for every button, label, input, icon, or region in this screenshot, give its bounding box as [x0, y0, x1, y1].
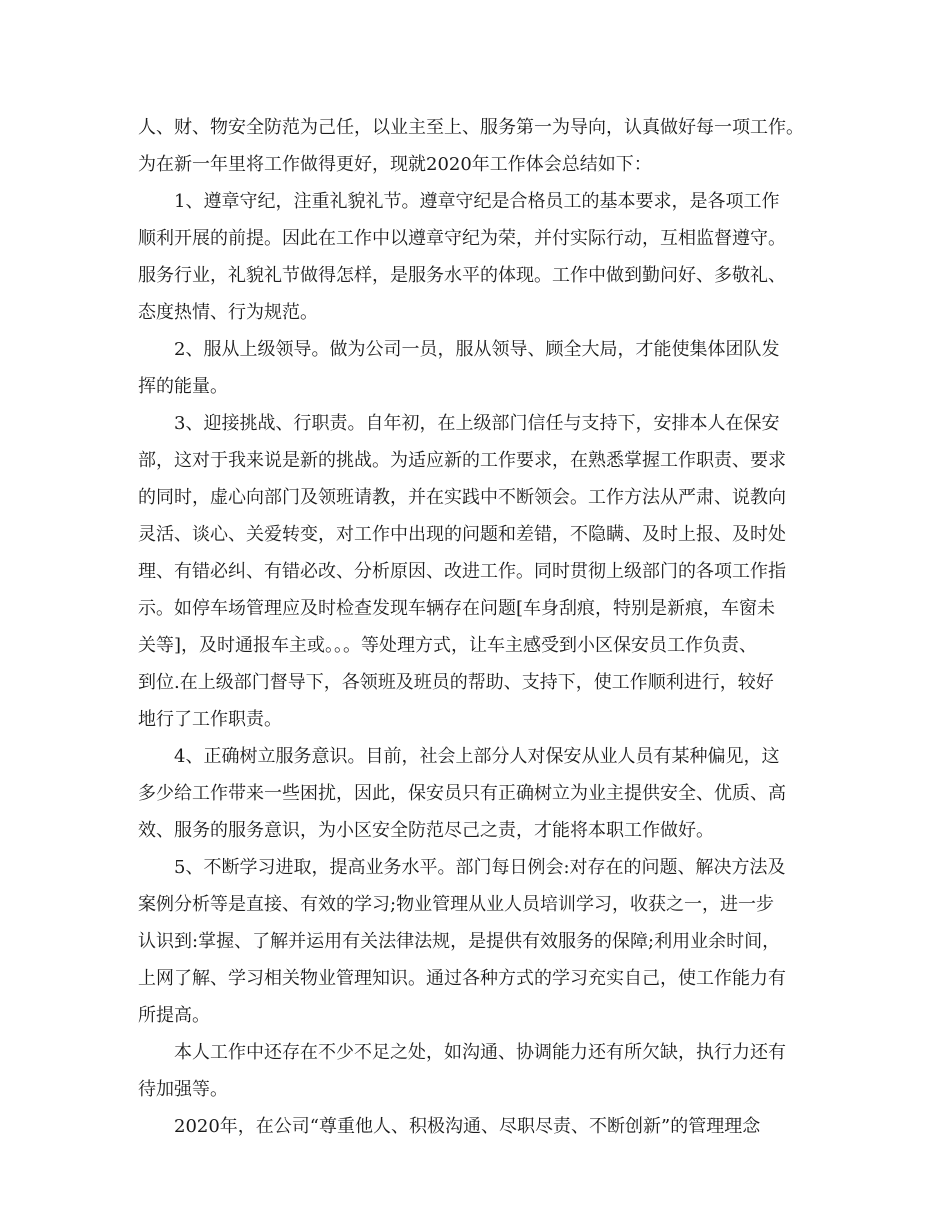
text-line: 待加强等。	[138, 1079, 228, 1100]
text-line: 为在新一年里将工作做得更好，现就2020年工作体会总结如下：	[138, 154, 652, 175]
text-line: 到位.在上级部门督导下，各领班及班员的帮助、支持下，使工作顺利进行，较好	[138, 672, 774, 693]
text-line: 5、不断学习进取，提高业务水平。部门每日例会:对存在的问题、解决方法及	[174, 857, 786, 878]
text-line: 灵活、谈心、关爱转变，对工作中出现的问题和差错，不隐瞒、及时上报、及时处	[138, 524, 786, 545]
text-line: 2、服从上级领导。做为公司一员，服从领导、顾全大局，才能使集体团队发	[174, 339, 780, 360]
text-line: 2020年，在公司“尊重他人、积极沟通、尽职尽责、不断创新”的管理理念	[174, 1116, 761, 1137]
text-line: 本人工作中还存在不少不足之处，如沟通、协调能力还有所欠缺，执行力还有	[174, 1042, 786, 1063]
text-line: 示。如停车场管理应及时检查发现车辆存在问题[车身刮痕，特别是新痕，车窗未	[138, 598, 776, 619]
text-line: 多少给工作带来一些困扰，因此，保安员只有正确树立为业主提供安全、优质、高	[138, 783, 786, 804]
text-line: 效、服务的服务意识，为小区安全防范尽己之责，才能将本职工作做好。	[138, 820, 714, 841]
text-line: 态度热情、行为规范。	[138, 302, 318, 323]
text-line: 顺利开展的前提。因此在工作中以遵章守纪为荣，并付实际行动，互相监督遵守。	[138, 228, 786, 249]
text-line: 地行了工作职责。	[138, 709, 282, 730]
text-line: 所提高。	[138, 1005, 210, 1026]
text-line: 关等]，及时通报车主或。。。等处理方式，让车主感受到小区保安员工作负责、	[138, 635, 758, 656]
text-line: 上网了解、学习相关物业管理知识。通过各种方式的学习充实自己，使工作能力有	[138, 968, 786, 989]
text-line: 案例分析等是直接、有效的学习;物业管理从业人员培训学习，收获之一，进一步	[138, 894, 775, 915]
text-line: 挥的能量。	[138, 376, 228, 397]
text-line: 认识到:掌握、了解并运用有关法律法规，是提供有效服务的保障;利用业余时间，	[138, 931, 781, 952]
text-line: 部，这对于我来说是新的挑战。为适应新的工作要求，在熟悉掌握工作职责、要求	[138, 450, 786, 471]
text-line: 的同时，虚心向部门及领班请教，并在实践中不断领会。工作方法从严肃、说教向	[138, 487, 786, 508]
text-line: 人、财、物安全防范为己任，以业主至上、服务第一为导向，认真做好每一项工作。	[138, 117, 804, 138]
text-line: 服务行业，礼貌礼节做得怎样，是服务水平的体现。工作中做到勤问好、多敬礼、	[138, 265, 786, 286]
text-line: 理、有错必纠、有错必改、分析原因、改进工作。同时贯彻上级部门的各项工作指	[138, 561, 786, 582]
text-line: 1、遵章守纪，注重礼貌礼节。遵章守纪是合格员工的基本要求，是各项工作	[174, 191, 780, 212]
text-line: 4、正确树立服务意识。目前，社会上部分人对保安从业人员有某种偏见，这	[174, 746, 780, 767]
text-line: 3、迎接挑战、行职责。自年初，在上级部门信任与支持下，安排本人在保安	[174, 413, 780, 434]
